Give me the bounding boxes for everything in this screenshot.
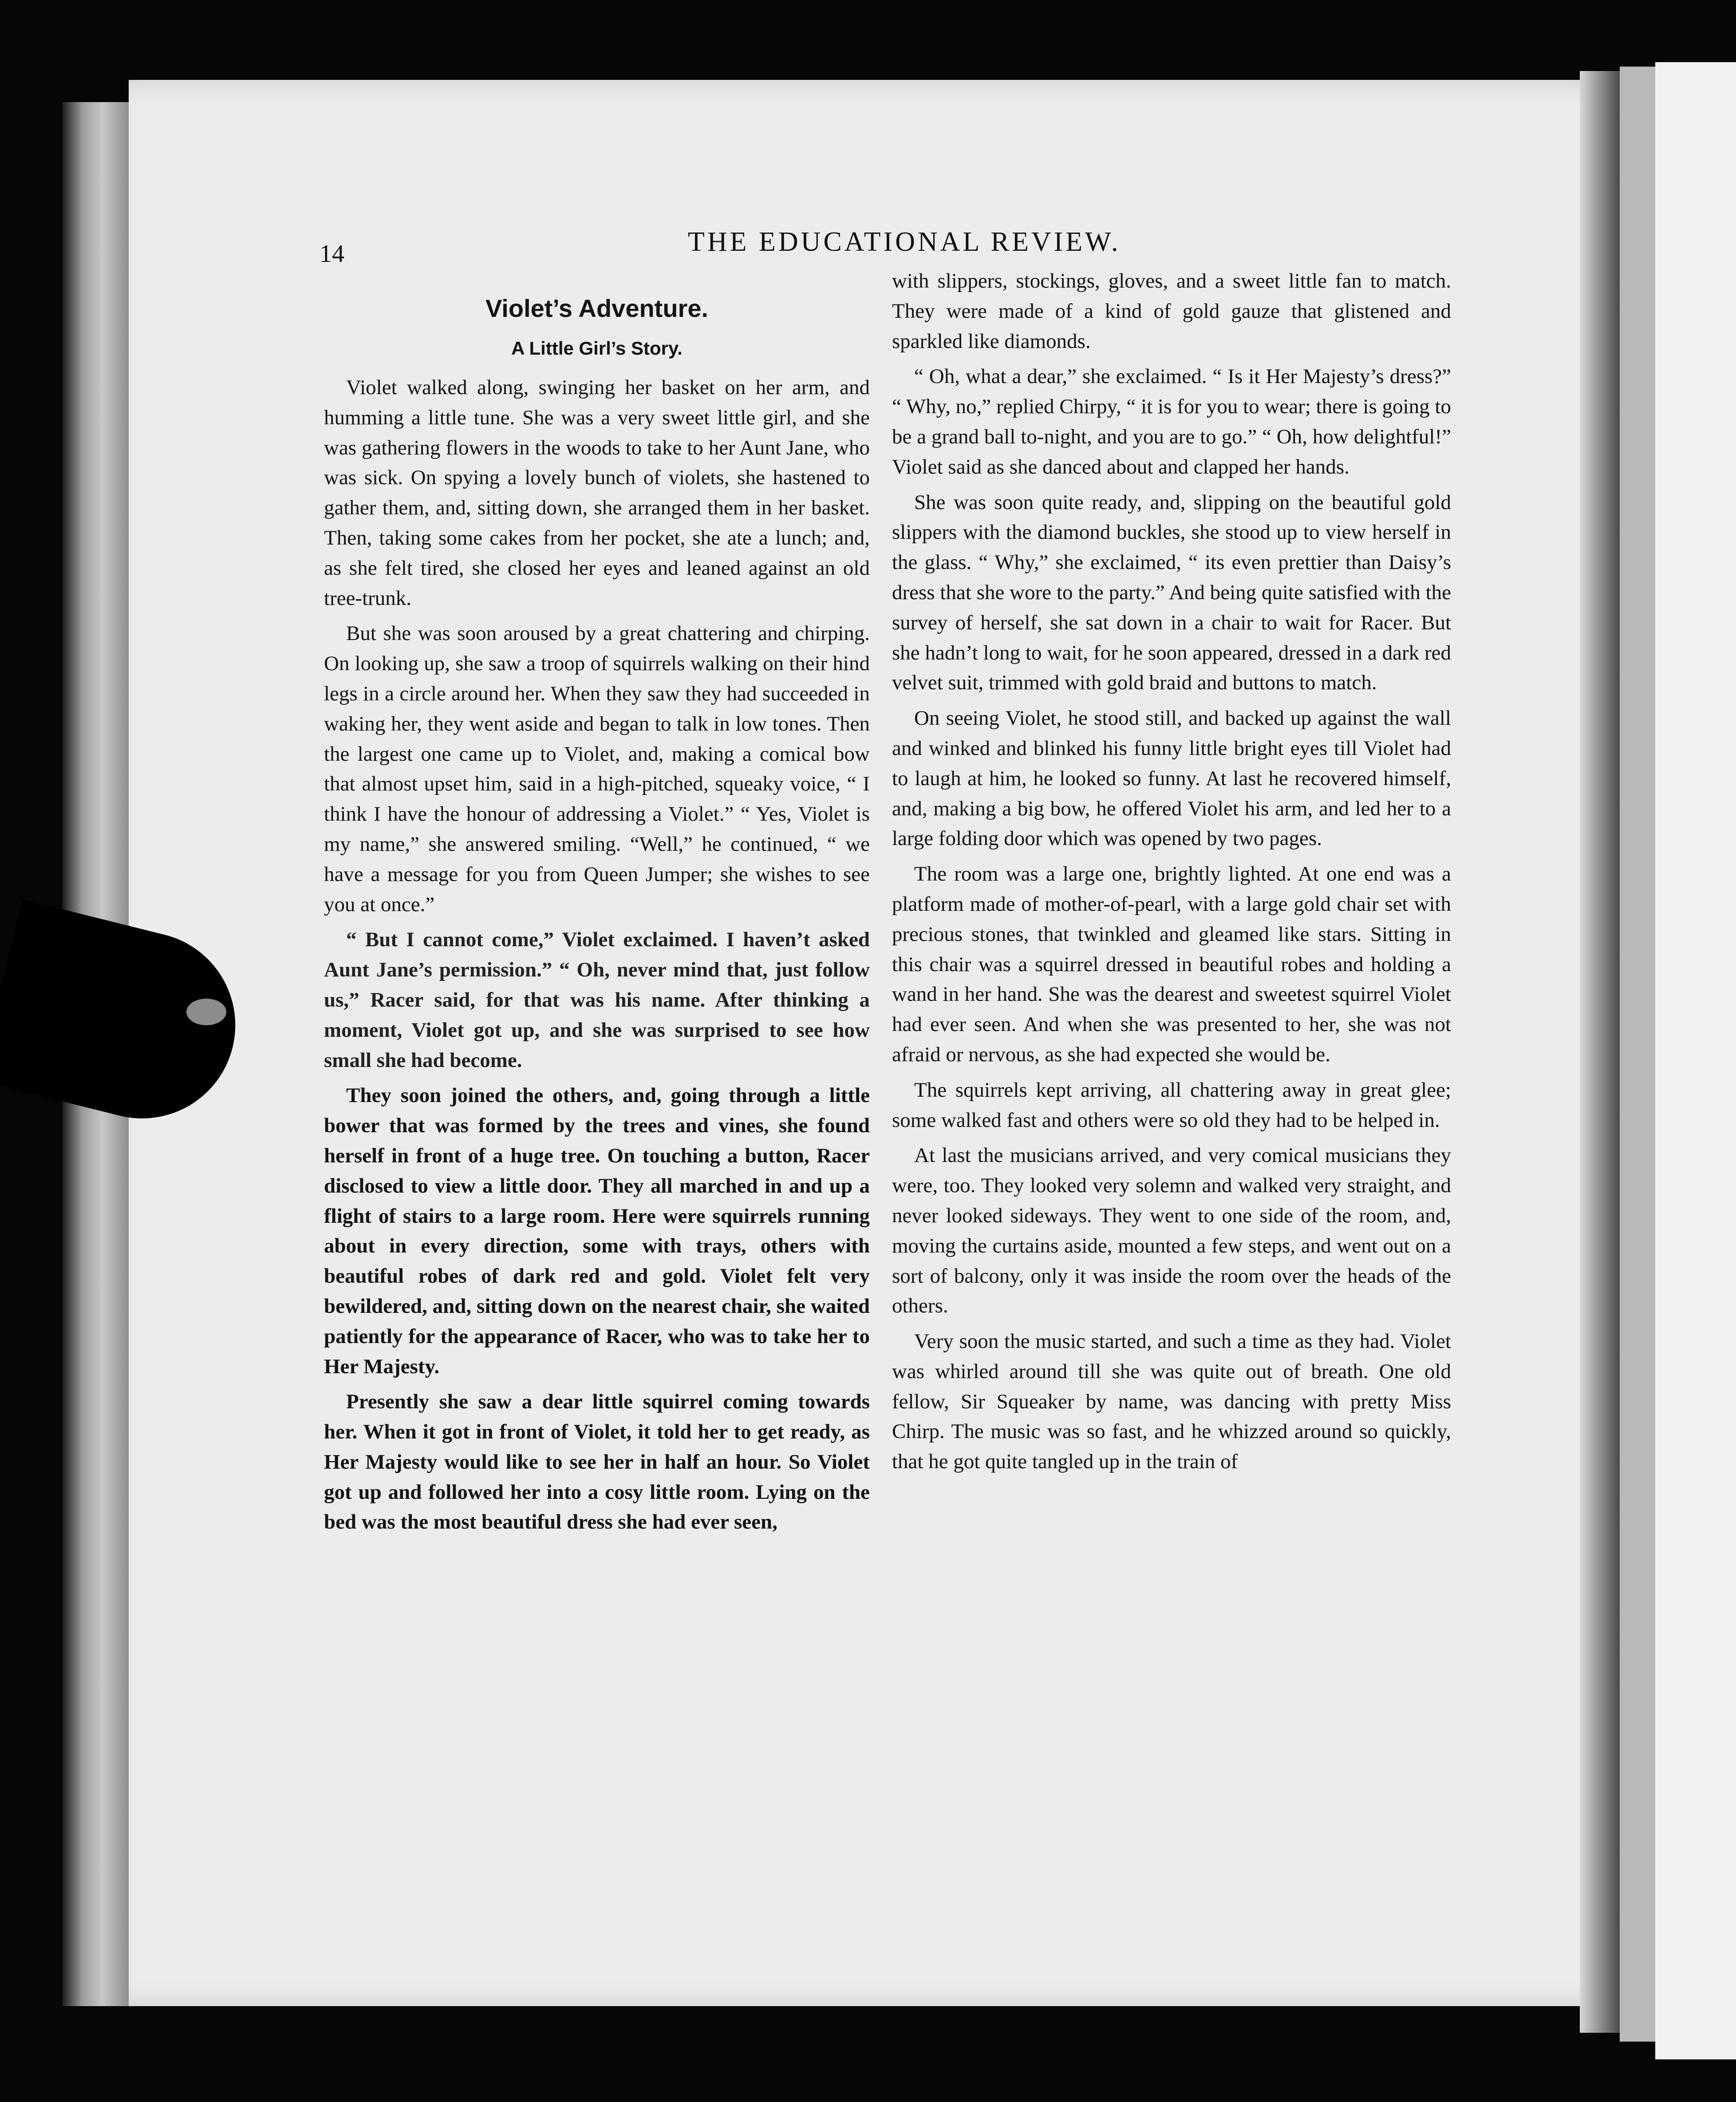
paragraph: She was soon quite ready, and, slipping on the beautiful gold slippers with the diamond buckles, she stood up to view herself in the glass. “ Why,” she exclaimed, “ its even prettier than Daisy’s dress that she wore to the party.” And being quite satisfied with the survey of herself, she sat down in a chair to wait for Racer. But she hadn’t long to wait, for he soon appeared, dressed in a dark red velvet suit, trimmed with gold braid and buttons to match. bbox=[892, 490, 1451, 695]
paragraph: But she was soon aroused by a great chattering and chirping. On looking up, she saw a troop of squirrels walking on their hind legs in a circle around her. When they saw they had succeeded in waking her, they went aside and began to talk in low tones. Then the largest one came up to Violet, and, making a comical bow that almost upset him, said in a high-pitched, squeaky voice, “ I think I have the honour of addressing a Violet.” “ Yes, Violet is my name,” she answered smiling. “Well,” he continued, “ we have a message for you from Queen Jumper; she wishes to see you at once.” bbox=[324, 622, 870, 916]
paragraph: They soon joined the others, and, going through a little bower that was formed by the trees and vines, she found herself in front of a huge tree. On touching a button, Racer disclosed to view a little door. They all marched in and up a flight of stairs to a large room. Here were squirrels running about in every direction, some with trays, others with beautiful robes of dark red and gold. Violet felt very bewildered, and, sitting down on the nearest chair, she waited patiently for the appearance of Racer, who was to take her to Her Majesty. bbox=[324, 1084, 870, 1378]
running-head: THE EDUCATIONAL REVIEW. bbox=[688, 227, 1121, 257]
left-column bbox=[324, 284, 870, 1543]
paragraph: On seeing Violet, he stood still, and backed up against the wall and winked and blinked his funny little bright eyes till Violet had to laugh at him, he looked so funny. At last he recovered himself, and, making a big bow, he offered Violet his arm, and led her to a large folding door which was opened by two pages. bbox=[892, 707, 1451, 850]
facing-page bbox=[1655, 62, 1736, 2059]
right-column bbox=[892, 266, 1451, 1482]
paragraph: “ Oh, what a dear,” she exclaimed. “ Is it Her Majesty’s dress?” “ Why, no,” replied Chirpy, “ it is for you to wear; there is going to be a grand ball to-night, and you are to go.” “ Oh, how delightful!” Violet said as she danced about and clapped her hands. bbox=[892, 365, 1451, 478]
paragraph: Presently she saw a dear little squirrel coming towards her. When it got in front of Violet, it told her to get ready, as Her Majesty would like to see her in half an hour. So Violet got up and followed her into a cosy little room. Lying on the bed was the most beautiful dress she had ever seen, bbox=[324, 1390, 870, 1534]
paragraph: The squirrels kept arriving, all chattering away in great glee; some walked fast and others were so old they had to be helped in. bbox=[892, 1078, 1451, 1132]
paragraph: Very soon the music started, and such a time as they had. Violet was whirled around till she was quite out of breath. One old fellow, Sir Squeaker by name, was dancing with pretty Miss Chirp. The music was so fast, and he whizzed around so quickly, that he got quite tangled up in the train of bbox=[892, 1330, 1451, 1474]
page-number: 14 bbox=[320, 240, 344, 268]
article-title: Violet’s Adventure. bbox=[485, 294, 709, 322]
page-gutter-shadow bbox=[1580, 71, 1620, 2033]
paragraph: Violet walked along, swinging her basket on her arm, and humming a little tune. She was a very sweet little girl, and she was gathering flowers in the woods to take to her Aunt Jane, who was sick. On spying a lovely bunch of violets, she hastened to gather them, and, sitting down, she arranged them in her basket. Then, taking some cakes from her pocket, she ate a lunch; and, as she felt tired, she closed her eyes and leaned against an old tree-trunk. bbox=[324, 376, 870, 610]
paragraph: with slippers, stockings, gloves, and a sweet little fan to match. They were made of a kind of gold gauze that glistened and sparkled like diamonds. bbox=[892, 269, 1451, 353]
article-subtitle: A Little Girl’s Story. bbox=[511, 338, 683, 359]
next-page-edge bbox=[1620, 67, 1655, 2042]
paragraph: At last the musicians arrived, and very comical musicians they were, too. They looked very solemn and walked very straight, and never looked sideways. They went to one side of the room, and, moving the curtains aside, mounted a few steps, and went out on a sort of balcony, only it was inside the room over the heads of the others. bbox=[892, 1144, 1451, 1318]
paragraph: “ But I cannot come,” Violet exclaimed. I haven’t asked Aunt Jane’s permission.” “ Oh, never mind that, just follow us,” Racer said, for that was his name. After thinking a moment, Violet got up, and she was surprised to see how small she had become. bbox=[324, 928, 870, 1072]
thumbnail-highlight bbox=[186, 999, 226, 1025]
paragraph: The room was a large one, brightly lighted. At one end was a platform made of mother-of-pearl, with a large gold chair set with precious stones, that twinkled and gleamed like stars. Sitting in this chair was a squirrel dressed in beautiful robes and holding a wand in her hand. She was the dearest and sweetest squirrel Violet had ever seen. And when she was presented to her, she was not afraid or nervous, as she had expected she would be. bbox=[892, 862, 1451, 1066]
